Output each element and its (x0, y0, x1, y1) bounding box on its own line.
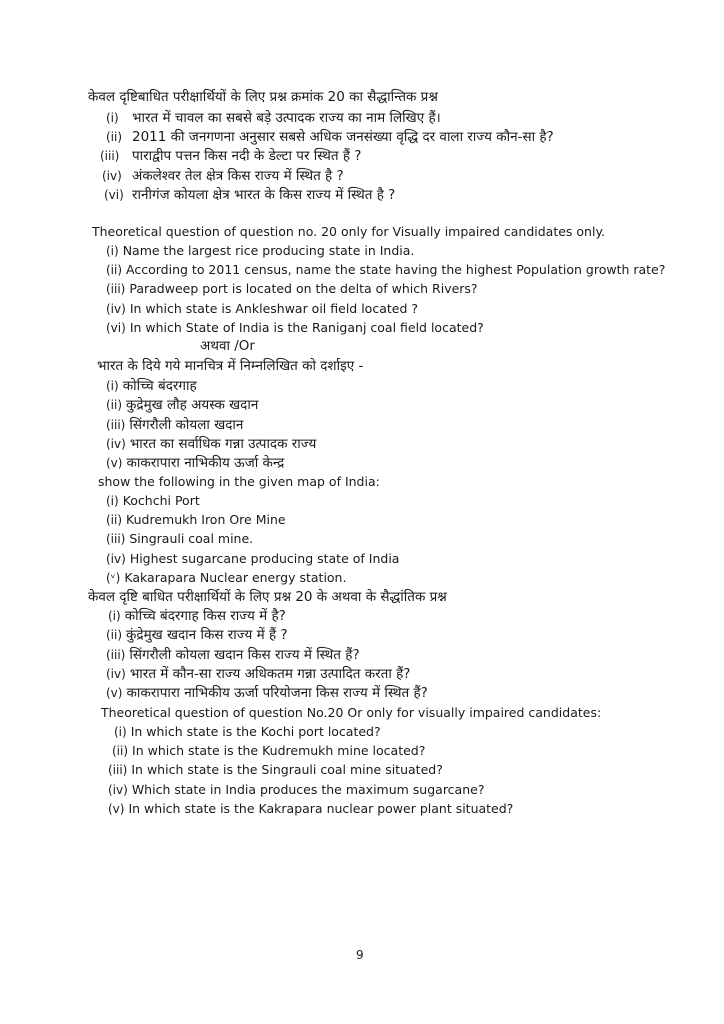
section-heading: केवल दृष्टिबाधित परीक्षार्थियों के लिए प्रश्न क्रमांक 20 का सैद्धान्तिक प्रश्न (88, 89, 438, 105)
question-item (106, 492, 200, 510)
question-item (106, 626, 288, 644)
item-text: Which state in India produces the maximum sugarcane? (131, 781, 485, 797)
section-heading: Theoretical question of question No.20 Or only for visually impaired candidates: (101, 705, 602, 720)
item-text: Name the largest rice producing state in India. (122, 243, 415, 258)
question-item (106, 454, 284, 472)
item-number: (vi) (104, 187, 124, 202)
item-number: (iii) (106, 282, 126, 297)
question-item (106, 646, 360, 664)
page-number: 9 (356, 948, 364, 962)
question-item (106, 511, 286, 529)
item-number: (iii) (108, 763, 128, 778)
question-item (108, 800, 513, 818)
item-text: अंकलेश्वर तेल क्षेत्र किस राज्य में स्थित है ? (132, 167, 344, 184)
item-number: (iii) (100, 149, 120, 164)
question-item (108, 781, 484, 799)
question-item (106, 530, 253, 548)
item-number: (iv) (106, 301, 126, 316)
section-heading: Theoretical question of question no. 20 only for Visually impaired candidates only. (92, 224, 606, 239)
question-item (106, 242, 414, 260)
item-number: (i) (106, 379, 119, 393)
item-text: Kochchi Port (122, 493, 200, 508)
item-number: (iv) (106, 666, 126, 681)
question-item (106, 319, 484, 337)
item-text: In which state is the Kochi port located? (130, 724, 381, 739)
item-text: Singrauli coal mine. (129, 531, 254, 547)
item-text: In which state is the Kakrapara nuclear power plant situated? (128, 800, 514, 816)
question-item (106, 128, 554, 146)
item-text: काकरापारा नाभिकीय ऊर्जा केन्द्र (126, 455, 285, 472)
question-item (100, 147, 361, 165)
item-text: Paradweep port is located on the delta of which Rivers? (129, 281, 478, 297)
item-number: (i) (114, 725, 127, 739)
question-item (106, 416, 243, 434)
item-text: In which State of India is the Raniganj coal field located? (129, 319, 484, 335)
question-item (108, 607, 286, 625)
item-number: (iv) (106, 551, 126, 566)
question-item (106, 377, 197, 395)
question-item (106, 435, 316, 453)
question-item (106, 396, 258, 414)
section-heading: भारत के दिये गये मानचित्र में निम्नलिखित को दर्शाइए - (97, 358, 364, 374)
question-item (114, 723, 381, 741)
item-text: In which state is the Kudremukh mine located? (132, 743, 426, 759)
question-item (106, 684, 428, 702)
item-number: (i) (108, 609, 121, 623)
item-text: In which state is the Singrauli coal mine situated? (131, 762, 443, 778)
item-number: (v) (106, 456, 123, 471)
question-item (104, 186, 395, 204)
item-number: (ii) (106, 628, 123, 643)
item-number: (ᵛ) (106, 570, 121, 585)
item-number: (ii) (106, 513, 123, 528)
item-number: (v) (106, 686, 123, 701)
item-text: कुद्रेमुख लौह अयस्क खदान (126, 397, 259, 414)
item-number: (iv) (102, 168, 122, 183)
item-text: सिंगरौली कोयला खदान किस राज्य में स्थित हैं? (129, 646, 360, 663)
item-text: Kakarapara Nuclear energy station. (124, 569, 347, 585)
item-number: (v) (108, 801, 125, 816)
item-number: (i) (106, 494, 119, 508)
item-text: कुंद्रेमुख खदान किस राज्य में हैं ? (126, 627, 288, 644)
item-number: (iv) (108, 782, 128, 797)
question-item (106, 550, 399, 568)
section-heading: केवल दृष्टि बाधित परीक्षार्थियों के लिए प्रश्न 20 के अथवा के सैद्धांतिक प्रश्न (88, 589, 447, 605)
item-text: भारत में चावल का सबसे बड़े उत्पादक राज्य का नाम लिखिए हैं। (132, 110, 441, 126)
question-item (106, 109, 441, 127)
question-item (106, 261, 665, 279)
item-text: कोच्चि बंदरगाह किस राज्य में है? (124, 608, 286, 624)
question-item (102, 167, 344, 185)
item-text: Highest sugarcane producing state of India (129, 550, 400, 566)
item-number: (vi) (106, 320, 126, 335)
item-number: (ii) (106, 130, 123, 145)
question-item (106, 280, 478, 298)
item-text: 2011 की जनगणना अनुसार सबसे अधिक जनसंख्या वृद्धि दर वाला राज्य कौन-सा है? (132, 129, 554, 146)
item-number: (ii) (106, 263, 123, 278)
item-text: सिंगरौली कोयला खदान (129, 416, 244, 433)
question-item (106, 569, 346, 587)
item-number: (iii) (106, 417, 126, 432)
question-item (108, 761, 443, 779)
item-number: (iii) (106, 647, 126, 662)
item-text: Kudremukh Iron Ore Mine (126, 512, 286, 528)
question-item (106, 300, 418, 318)
item-text: पाराद्वीप पत्तन किस नदी के डेल्टा पर स्थित हैं ? (132, 148, 362, 165)
item-number: (ii) (112, 744, 129, 759)
item-text: कोच्चि बंदरगाह (122, 378, 197, 394)
item-number: (i) (106, 111, 119, 125)
section-heading: show the following in the given map of India: (98, 474, 380, 489)
item-number: (iii) (106, 532, 126, 547)
item-text: भारत का सर्वाधिक गन्ना उत्पादक राज्य (129, 435, 317, 452)
item-text: In which state is Ankleshwar oil field located ? (129, 300, 418, 316)
item-number: (i) (106, 244, 119, 258)
item-number: (iv) (106, 436, 126, 451)
question-item (106, 665, 410, 683)
question-item (112, 742, 425, 760)
item-text: भारत में कौन-सा राज्य अधिकतम गन्ना उत्पादित करता हैं? (129, 665, 411, 682)
item-text: रानीगंज कोयला क्षेत्र भारत के किस राज्य में स्थित है ? (132, 186, 396, 203)
or-divider: अथवा /Or (200, 338, 255, 354)
item-number: (ii) (106, 398, 123, 413)
item-text: काकरापारा नाभिकीय ऊर्जा परियोजना किस राज्य में स्थित हैं? (126, 685, 428, 702)
item-text: According to 2011 census, name the state having the highest Population growth rate? (126, 262, 666, 278)
